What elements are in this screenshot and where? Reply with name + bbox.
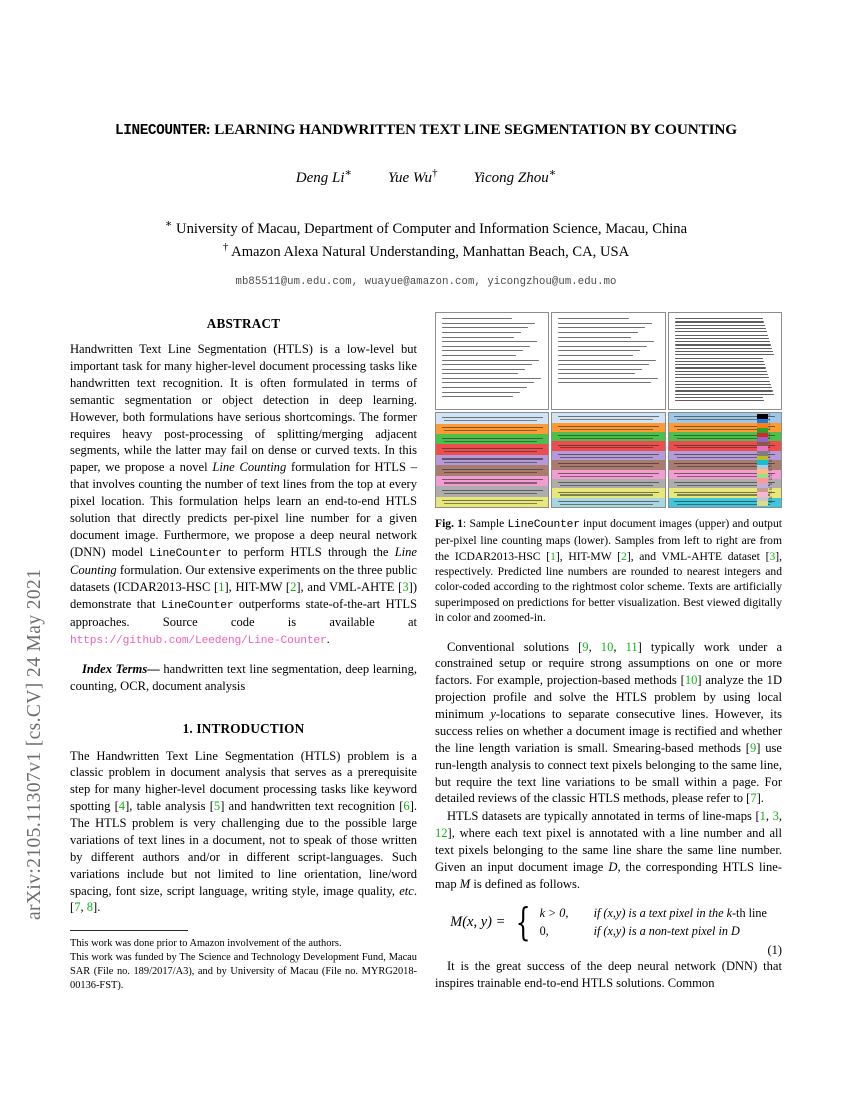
author-name: Deng Li [295,170,345,186]
handwriting-line [442,332,521,333]
handwriting-line [558,332,637,333]
line-count-band [436,424,548,434]
figure-caption [435,516,782,625]
line-count-band [436,486,548,496]
abstract-text: ], HIT-MW [ [224,579,291,594]
handwriting-line [442,350,523,351]
line-count-bands [436,413,548,507]
citation-ref[interactable]: 3 [769,549,776,563]
figure-caption-text: ], HIT-MW [ [555,549,622,563]
handwriting-line [442,378,541,379]
introduction-paragraph [70,748,417,917]
author-entry [474,166,557,187]
abstract-text: ]) demonstrate that [70,579,417,611]
affiliation-text: Amazon Alexa Natural Understanding, Manhattan Beach, CA, USA [228,243,630,260]
colorbar-tick: 3 [768,426,771,431]
handwriting-line [675,361,764,362]
index-terms-text: handwritten text line segmentation, deep learning, counting, OCR, document analysis [70,661,417,693]
intro-text: . [ [70,883,417,915]
handwriting-texture [558,318,658,404]
affiliation-mark: † [222,240,229,253]
figure-caption-text: ], respectively. Predicted line numbers are rounded to nearest integers and color-coded according to the rightmost color scheme. Texts are artificially superimposed on predictions for better visualization. Best viewed digitally in color and zoomed-in. [435,549,783,625]
colorbar-tick: 5 [768,436,771,441]
citation-ref[interactable]: 5 [213,799,221,814]
author-affil-mark: ∗ [548,167,557,179]
colorbar-tick: 1 [768,417,771,422]
handwriting-line [675,394,774,395]
handwriting-line [558,318,628,319]
line-count-band [436,476,548,486]
citation-ref[interactable]: 1 [218,579,225,594]
colorbar-tick: 10 [768,459,773,464]
line-count-band [436,497,548,507]
title-rest: : LEARNING HANDWRITTEN TEXT LINE SEGMENTATION BY COUNTING [205,121,738,138]
handwriting-line [442,346,530,347]
line-count-map-hitmw [551,412,665,508]
citation-ref[interactable]: 2 [621,549,627,563]
body-text: , [765,809,773,824]
abstract-text: formulation for HTLS – that involves counting the number of text lines from the top at every pixel location. This formulation helps learn an end-to-end HTLS solution that directly predicts per-pixel line number for a given document image. Furthermore, we propose a deep neural network (DNN) model [70,460,418,559]
author-entry [296,166,352,187]
handwriting-line [675,397,763,398]
author-name: Yicong Zhou [473,170,549,186]
abstract-model-name: LineCounter [161,599,234,612]
citation-ref[interactable]: 6 [403,799,410,814]
colorbar-tick: 0 [768,413,771,418]
footnote-line: This work was done prior to Amazon involvement of the authors. [70,938,342,950]
colorbar-tick: 7 [768,445,771,450]
colorbar-legend [757,414,780,506]
math-variable-y: y [490,707,496,722]
right-column [435,312,782,991]
handwriting-line [442,396,513,397]
handwriting-line [675,351,773,352]
handwriting-line [675,387,772,388]
colorbar-tick: 2 [768,422,771,427]
handwriting-line [675,367,766,368]
line-count-band [436,465,548,475]
body-text: is defined as follows. [470,876,580,891]
colorbar-tick: 14 [768,477,773,482]
colorbar-tick: 19 [768,500,773,505]
intro-text: ] and handwritten text recognition [ [220,799,404,814]
citation-ref[interactable]: 10 [600,639,614,654]
abstract-model-name: LineCounter [149,547,222,560]
handwriting-line [558,323,651,324]
line-count-band [552,451,664,460]
colorbar-swatch [757,501,768,506]
source-code-link[interactable]: https://github.com/Leedeng/Line-Counter [70,634,327,647]
handwriting-line [442,364,532,365]
abstract-emph: Line Counting [212,460,287,475]
handwriting-line [675,400,764,401]
citation-ref[interactable]: 1 [759,809,766,824]
author-affil-mark: † [432,167,438,179]
line-count-band [552,498,664,507]
figure-caption-model-name: LineCounter [507,519,580,532]
handwriting-line [558,337,630,338]
handwriting-line [558,360,655,361]
equation-case-condition [594,924,740,939]
handwriting-line [675,354,774,355]
handwriting-line [558,382,650,383]
body-text: , [613,639,626,654]
affiliation-line [70,217,782,240]
figure-image-grid [435,312,782,508]
body-text: HTLS datasets are typically annotated in terms of line-maps [ [447,809,760,824]
abstract-heading: ABSTRACT [206,316,281,332]
body-text: , [588,639,601,654]
affiliation-text: University of Macau, Department of Computer and Information Science, Macau, China [172,220,688,237]
intro-text: ]. [93,900,101,915]
handwriting-line [675,335,768,336]
citation-ref[interactable]: 9 [749,740,757,755]
affiliation-line [70,240,782,263]
body-text: ] analyze the 1D projection profile and solve the HTLS problem by using local minimum [435,673,782,722]
handwriting-line [442,360,539,361]
colorbar-tick: 18 [768,495,773,500]
handwriting-line [675,341,770,342]
body-text: -locations to separate consecutive lines. However, its success relies on whether a document image is rectified and whether the line length variation is small. Smearing-based methods [ [435,707,783,755]
equation-case-row [540,924,767,939]
figure-caption-text: ], and VML-AHTE dataset [ [626,549,770,563]
handwriting-line [675,331,767,332]
colorbar-tick: 9 [768,454,771,459]
introduction-heading: 1. INTRODUCTION [182,720,305,736]
equation-cases [540,906,767,939]
citation-ref[interactable]: 4 [118,799,126,814]
line-count-band [436,455,548,465]
equation-case-row [540,906,767,921]
equation-case-value: 0, [539,923,549,938]
line-count-band [552,423,664,432]
abstract-text: formulation. Our extensive experiments on the three public datasets (ICDAR2013-HSC [ [70,562,417,594]
handwriting-line [442,337,514,338]
handwriting-line [558,341,653,342]
abstract-text: ], and VML-AHTE [ [296,579,403,594]
author-entry [388,167,438,187]
intro-text: The Handwritten Text Line Segmentation (HTLS) problem is a classic problem in document analysis that serves as a prerequisite step for many higher-level document processing tasks like keyword spotting [ [70,748,417,814]
math-variable-M: M [459,876,471,891]
related-work-paragraph-2 [435,808,782,892]
figure-1 [435,312,782,625]
citation-ref[interactable]: 2 [290,579,297,594]
line-count-band [436,413,548,423]
body-text: ], where each text pixel is annotated with a line number and all text pixels belonging to the same line share the same line number. Given an input document image [435,826,782,874]
colorbar-tick: 15 [768,482,773,487]
handwriting-line [675,374,768,375]
math-variable-D: D [608,859,618,874]
abstract-text: Handwritten Text Line Segmentation (HTLS) is a low-level but important task for many higher-level document processing tasks like handwritten text recognition. It is often formulated in terms of semantic segmentation or object detection in deep learning. However, both formulations have serious shortcomings. The former requires heavy post-processing of splitting/merging adjacent segments, while the latter may fail on dense or curved texts. In this paper, we propose a novel [70,342,417,475]
equation-case-value: k > 0, [539,905,569,920]
line-count-band [552,488,664,497]
handwriting-line [558,350,639,351]
figure-caption-text: input document images (upper) and output per-pixel line counting maps (lower). Samples from left to right are from the ICDAR2013-HSC [ [435,517,782,563]
colorbar-tick: 6 [768,440,771,445]
author-name: Yue Wu [388,170,433,186]
handwriting-line [558,373,634,374]
body-text: ] use run-length analysis to connect text pixels belonging to the same line, but require the text line variations to be small within a page. For detailed reviews of the classic HTLS methods, please refer to [ [435,740,782,806]
line-count-band [552,413,664,422]
line-count-band [552,479,664,488]
title-model-name: LINECOUNTER [114,123,206,139]
equation-body [435,899,782,944]
body-text: Conventional solutions [ [447,639,583,654]
handwriting-line [442,392,520,393]
input-document-vmlahte [668,312,782,410]
input-document-hitmw [551,312,665,410]
equation-number: (1) [767,942,782,957]
index-terms-paragraph [70,661,417,695]
handwriting-line [675,384,771,385]
citation-ref[interactable]: 8 [86,900,94,915]
handwriting-line [442,341,537,342]
handwriting-line [558,369,641,370]
author-list [70,166,782,187]
dnn-paragraph: It is the great success of the deep neural network (DNN) that inspires trainable end-to-end HTLS solutions. Common [435,958,782,990]
citation-ref[interactable]: 7 [74,900,81,915]
left-column [70,312,417,993]
handwriting-line [558,364,648,365]
handwriting-line [675,325,765,326]
colorbar-tick: 16 [768,486,773,491]
footnote-block [70,937,417,992]
citation-ref[interactable]: 12 [435,826,448,841]
colorbar-tick: 17 [768,491,773,496]
citation-ref[interactable]: 9 [582,639,589,654]
handwriting-line [442,387,527,388]
abstract-text: outperforms state-of-the-art HTLS approaches. Source code is available at [70,596,417,629]
citation-ref[interactable]: 3 [402,579,409,594]
body-text: ]. [756,791,764,806]
arxiv-identifier-stamp: arXiv:2105.11307v1 [cs.CV] 24 May 2021 [24,568,45,920]
paper-page [70,120,782,1030]
intro-emph: etc [399,883,414,898]
handwriting-line [442,369,525,370]
abstract-emph: Line Counting [70,544,417,577]
handwriting-line [558,346,646,347]
handwriting-line [675,318,763,319]
line-count-band [552,432,664,441]
handwriting-line [558,355,632,356]
input-document-icdar2013 [435,312,549,410]
equation-brace: { [515,899,531,944]
handwriting-line [675,338,769,339]
citation-ref[interactable]: 10 [684,673,698,688]
citation-ref[interactable]: 7 [750,791,757,806]
handwriting-line [675,321,764,322]
handwriting-line [675,364,765,365]
index-terms-label: Index Terms— [82,661,160,676]
figure-caption-label: Fig. 1 [435,517,464,531]
equation-condition-text: -th line [732,905,767,920]
handwriting-line [675,344,771,345]
line-count-band [436,434,548,444]
colorbar-tick: 11 [768,463,772,468]
equation-case-condition [594,906,767,921]
line-count-band [552,470,664,479]
math-variable-D: D [730,923,740,938]
abstract-text: . [326,631,330,646]
body-text: , [778,809,782,824]
figure-caption-text: : Sample [463,517,508,531]
equation-condition-text: if (x,y) is a non-text pixel in [593,923,731,938]
colorbar-tick-labels [768,414,780,506]
colorbar-tick: 12 [768,468,773,473]
citation-ref[interactable]: 11 [625,639,638,654]
colorbar-tick: 8 [768,449,771,454]
line-count-map-vmlahte [668,412,782,508]
handwriting-line [442,323,535,324]
citation-ref[interactable]: 3 [772,809,779,824]
handwriting-line [675,358,763,359]
handwriting-line [442,373,518,374]
line-count-band [436,444,548,454]
intro-text: , [80,900,87,915]
intro-text: ], table analysis [ [125,799,214,814]
author-emails: mb85511@um.edu.com, wuayue@amazon.com, yicongzhou@um.edu.mo [235,276,617,289]
body-text: ] typically work under a constrained setup or require strong assumptions on one or more factors. For example, projection-based methods [ [435,639,783,688]
related-work-paragraph-1 [435,639,782,808]
line-count-map-icdar2013 [435,412,549,508]
handwriting-line [442,327,528,328]
footnote-separator-rule [70,930,188,931]
equation-condition-text: if (x,y) is a text pixel in the [593,905,727,920]
handwriting-line [442,382,534,383]
handwriting-line [675,348,772,349]
handwriting-line [442,318,512,319]
equation-1 [435,899,782,958]
body-text: , the corresponding HTLS line-map [435,859,782,891]
handwriting-texture [442,318,542,404]
affiliation-block [70,217,782,262]
colorbar-swatches [757,414,768,506]
abstract-paragraph [70,341,417,649]
handwriting-line [675,371,767,372]
handwriting-line [675,390,773,391]
page-title [70,120,782,140]
handwriting-line [558,378,657,379]
line-count-bands [552,413,664,507]
abstract-text: to perform HTLS through the [221,544,395,559]
intro-text: ]. The HTLS problem is very challenging due to the possible large variations of text lines in a document, not to speak of those written by different authors and/or in different script-languages. Such variations include but not limited to line orientation, line/word spacing, font size, script language, writing style, image quality, [70,799,418,898]
handwriting-line [675,381,770,382]
line-count-band [552,441,664,450]
line-count-band [552,460,664,469]
two-column-body [70,312,782,993]
footnote-line: This work was funded by The Science and Technology Development Fund, Macau SAR (File no. 189/2017/A3), and by University of Macau (File no. MYRG2018-00136-FST). [70,952,417,991]
colorbar-tick: 13 [768,472,773,477]
handwriting-line [442,355,516,356]
handwriting-line [675,377,769,378]
citation-ref[interactable]: 1 [550,549,556,563]
colorbar-tick: 4 [768,431,771,436]
equation-lhs: M(x, y) = [450,913,506,930]
handwriting-line [558,327,644,328]
handwriting-texture [675,318,775,404]
math-variable-k: k [726,905,732,920]
author-affil-mark: ∗ [344,167,353,179]
handwriting-line [675,328,766,329]
affiliation-mark: ∗ [164,218,173,230]
